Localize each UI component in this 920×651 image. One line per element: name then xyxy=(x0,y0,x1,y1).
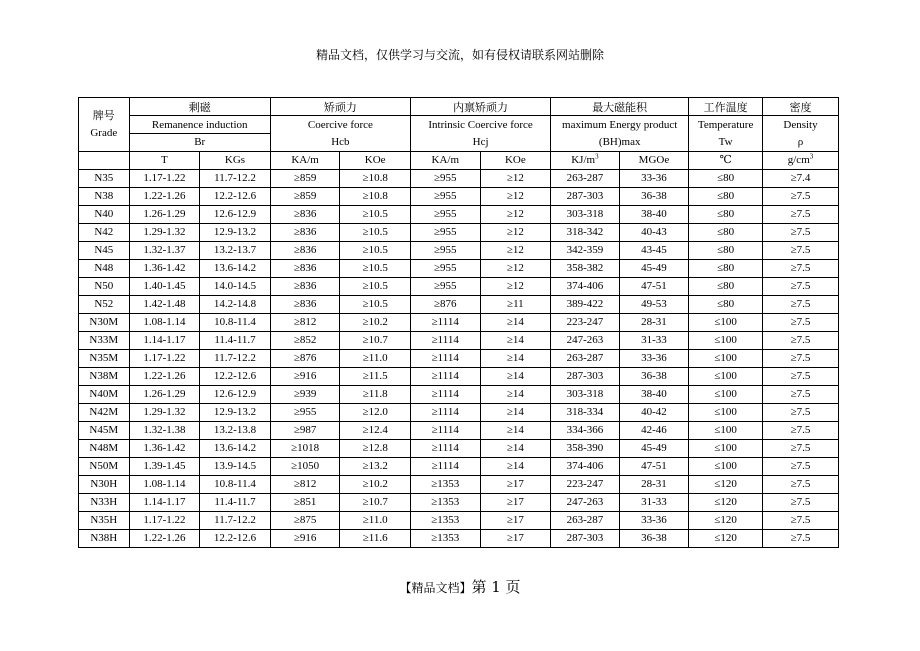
cell-bh-mgoe: 45-49 xyxy=(619,440,689,458)
cell-grade: N38 xyxy=(79,188,130,206)
cell-br-t: 1.08-1.14 xyxy=(129,314,200,332)
cell-br-kgs: 10.8-11.4 xyxy=(200,314,271,332)
unit-hcj-koe: KOe xyxy=(480,152,551,170)
cell-density: ≥7.5 xyxy=(763,206,839,224)
cell-hcj-koe: ≥14 xyxy=(480,350,551,368)
cell-grade: N48M xyxy=(79,440,130,458)
temp-header-symbol: Tw xyxy=(718,135,733,148)
cell-temp: ≤120 xyxy=(689,512,763,530)
cell-bh-mgoe: 40-43 xyxy=(619,224,689,242)
cell-temp: ≤100 xyxy=(689,350,763,368)
cell-hcb-koe: ≥11.8 xyxy=(340,386,411,404)
cell-grade: N42M xyxy=(79,404,130,422)
cell-grade: N42 xyxy=(79,224,130,242)
cell-br-kgs: 13.9-14.5 xyxy=(200,458,271,476)
cell-hcj-koe: ≥14 xyxy=(480,440,551,458)
cell-grade: N45M xyxy=(79,422,130,440)
cell-grade: N38M xyxy=(79,368,130,386)
cell-br-kgs: 12.2-12.6 xyxy=(200,530,271,548)
cell-hcb-koe: ≥10.5 xyxy=(340,242,411,260)
cell-bh-mgoe: 36-38 xyxy=(619,188,689,206)
cell-hcb-kam: ≥1018 xyxy=(270,440,340,458)
unit-bh-mgoe: MGOe xyxy=(619,152,689,170)
cell-br-kgs: 12.2-12.6 xyxy=(200,188,271,206)
cell-br-t: 1.08-1.14 xyxy=(129,476,200,494)
cell-bh-kj: 374-406 xyxy=(551,458,620,476)
cell-temp: ≤120 xyxy=(689,476,763,494)
cell-temp: ≤80 xyxy=(689,206,763,224)
cell-hcj-koe: ≥12 xyxy=(480,278,551,296)
cell-bh-kj: 287-303 xyxy=(551,530,620,548)
cell-hcj-koe: ≥12 xyxy=(480,242,551,260)
footer-tag: 【精品文档】 xyxy=(399,581,472,595)
cell-bh-mgoe: 42-46 xyxy=(619,422,689,440)
cell-grade: N45 xyxy=(79,242,130,260)
cell-bh-kj: 334-366 xyxy=(551,422,620,440)
cell-hcb-koe: ≥11.0 xyxy=(340,350,411,368)
cell-temp: ≤100 xyxy=(689,368,763,386)
table-row xyxy=(79,314,839,332)
cell-hcb-kam: ≥852 xyxy=(270,332,340,350)
unit-empty xyxy=(79,152,130,170)
table-row xyxy=(79,206,839,224)
cell-density: ≥7.5 xyxy=(763,368,839,386)
cell-bh-kj: 303-318 xyxy=(551,386,620,404)
temp-header-en-text: Temperature xyxy=(697,118,754,131)
cell-density: ≥7.5 xyxy=(763,422,839,440)
magnet-grade-table xyxy=(78,97,839,548)
cell-density: ≥7.5 xyxy=(763,386,839,404)
cell-density: ≥7.5 xyxy=(763,332,839,350)
cell-hcb-kam: ≥916 xyxy=(270,530,340,548)
hcb-header-symbol: Hcb xyxy=(331,135,350,148)
cell-hcj-koe: ≥11 xyxy=(480,296,551,314)
cell-hcj-koe: ≥12 xyxy=(480,188,551,206)
cell-hcj-kam: ≥1114 xyxy=(410,350,480,368)
cell-bh-kj: 263-287 xyxy=(551,350,620,368)
cell-bh-mgoe: 31-33 xyxy=(619,494,689,512)
cell-hcj-kam: ≥1114 xyxy=(410,368,480,386)
unit-bh-kj-base: KJ/m xyxy=(571,154,596,166)
cell-hcj-kam: ≥1114 xyxy=(410,422,480,440)
cell-grade: N48 xyxy=(79,260,130,278)
unit-density xyxy=(763,152,839,170)
cell-br-t: 1.14-1.17 xyxy=(129,494,200,512)
cell-hcb-kam: ≥939 xyxy=(270,386,340,404)
cell-hcb-kam: ≥859 xyxy=(270,170,340,188)
grade-header xyxy=(79,98,130,152)
table-row xyxy=(79,476,839,494)
cell-hcj-kam: ≥955 xyxy=(410,260,480,278)
cell-bh-mgoe: 47-51 xyxy=(619,278,689,296)
cell-bh-mgoe: 28-31 xyxy=(619,476,689,494)
cell-hcj-kam: ≥1353 xyxy=(410,530,480,548)
cell-density: ≥7.5 xyxy=(763,458,839,476)
cell-bh-kj: 223-247 xyxy=(551,476,620,494)
cell-bh-kj: 318-342 xyxy=(551,224,620,242)
cell-br-t: 1.36-1.42 xyxy=(129,440,200,458)
cell-br-t: 1.40-1.45 xyxy=(129,278,200,296)
table-row xyxy=(79,440,839,458)
cell-bh-mgoe: 28-31 xyxy=(619,314,689,332)
hcj-header-en xyxy=(410,116,550,152)
cell-bh-mgoe: 33-36 xyxy=(619,170,689,188)
cell-br-kgs: 12.6-12.9 xyxy=(200,206,271,224)
cell-hcb-koe: ≥10.5 xyxy=(340,206,411,224)
cell-hcj-kam: ≥1353 xyxy=(410,512,480,530)
hcj-header-cn: 内禀矫顽力 xyxy=(410,98,550,116)
table-row xyxy=(79,188,839,206)
cell-bh-mgoe: 36-38 xyxy=(619,530,689,548)
temp-header-cn: 工作温度 xyxy=(689,98,763,116)
cell-grade: N50M xyxy=(79,458,130,476)
cell-temp: ≤100 xyxy=(689,404,763,422)
hcb-header-cn: 矫顽力 xyxy=(270,98,410,116)
cell-bh-mgoe: 33-36 xyxy=(619,350,689,368)
cell-temp: ≤100 xyxy=(689,332,763,350)
cell-hcb-koe: ≥10.5 xyxy=(340,260,411,278)
table-row xyxy=(79,494,839,512)
grade-header-en: Grade xyxy=(90,126,118,139)
cell-hcj-kam: ≥955 xyxy=(410,170,480,188)
cell-density: ≥7.5 xyxy=(763,314,839,332)
cell-br-t: 1.39-1.45 xyxy=(129,458,200,476)
table-row xyxy=(79,422,839,440)
header-note: 精品文档，仅供学习与交流，如有侵权请联系网站删除 xyxy=(315,48,604,62)
cell-bh-mgoe: 49-53 xyxy=(619,296,689,314)
table-row xyxy=(79,386,839,404)
br-header-cn: 剩磁 xyxy=(129,98,270,116)
cell-density: ≥7.5 xyxy=(763,242,839,260)
cell-hcj-koe: ≥12 xyxy=(480,224,551,242)
table-row xyxy=(79,332,839,350)
cell-br-kgs: 11.7-12.2 xyxy=(200,350,271,368)
cell-br-t: 1.36-1.42 xyxy=(129,260,200,278)
cell-hcj-koe: ≥12 xyxy=(480,260,551,278)
cell-bh-mgoe: 36-38 xyxy=(619,368,689,386)
hcb-header-en-text: Coercive force xyxy=(307,118,373,131)
cell-bh-mgoe: 43-45 xyxy=(619,242,689,260)
cell-hcj-koe: ≥17 xyxy=(480,494,551,512)
cell-br-t: 1.22-1.26 xyxy=(129,368,200,386)
cell-hcj-kam: ≥955 xyxy=(410,224,480,242)
cell-br-kgs: 12.9-13.2 xyxy=(200,404,271,422)
br-header-symbol: Br xyxy=(129,134,270,152)
table-row xyxy=(79,530,839,548)
cell-br-t: 1.32-1.38 xyxy=(129,422,200,440)
cell-hcb-kam: ≥987 xyxy=(270,422,340,440)
cell-br-t: 1.29-1.32 xyxy=(129,404,200,422)
cell-bh-kj: 358-390 xyxy=(551,440,620,458)
cell-bh-mgoe: 40-42 xyxy=(619,404,689,422)
bh-header-en-text: maximum Energy product xyxy=(562,118,678,131)
cell-hcb-koe: ≥12.4 xyxy=(340,422,411,440)
hcj-header-en-text: Intrinsic Coercive force xyxy=(428,118,533,131)
cell-hcj-koe: ≥12 xyxy=(480,206,551,224)
cell-br-t: 1.26-1.29 xyxy=(129,386,200,404)
cell-density: ≥7.4 xyxy=(763,170,839,188)
cell-bh-kj: 247-263 xyxy=(551,494,620,512)
cell-temp: ≤80 xyxy=(689,224,763,242)
cell-temp: ≤120 xyxy=(689,530,763,548)
cell-density: ≥7.5 xyxy=(763,188,839,206)
cell-grade: N38H xyxy=(79,530,130,548)
cell-density: ≥7.5 xyxy=(763,350,839,368)
cell-br-kgs: 11.7-12.2 xyxy=(200,170,271,188)
cell-density: ≥7.5 xyxy=(763,260,839,278)
cell-hcb-kam: ≥916 xyxy=(270,368,340,386)
cell-bh-kj: 358-382 xyxy=(551,260,620,278)
cell-hcj-kam: ≥1353 xyxy=(410,476,480,494)
page-footer xyxy=(0,576,920,597)
cell-grade: N35H xyxy=(79,512,130,530)
cell-br-t: 1.22-1.26 xyxy=(129,188,200,206)
cell-br-kgs: 12.6-12.9 xyxy=(200,386,271,404)
cell-hcb-kam: ≥876 xyxy=(270,350,340,368)
cell-bh-mgoe: 47-51 xyxy=(619,458,689,476)
cell-hcj-koe: ≥14 xyxy=(480,332,551,350)
cell-temp: ≤80 xyxy=(689,278,763,296)
cell-density: ≥7.5 xyxy=(763,224,839,242)
density-header-en-text: Density xyxy=(783,118,818,131)
cell-temp: ≤80 xyxy=(689,296,763,314)
cell-grade: N50 xyxy=(79,278,130,296)
table-row xyxy=(79,458,839,476)
cell-bh-kj: 263-287 xyxy=(551,170,620,188)
cell-grade: N35 xyxy=(79,170,130,188)
cell-hcj-kam: ≥1114 xyxy=(410,314,480,332)
cell-br-kgs: 13.6-14.2 xyxy=(200,260,271,278)
table-body xyxy=(79,170,839,548)
bh-header-symbol: (BH)max xyxy=(598,135,641,148)
cell-hcb-koe: ≥10.2 xyxy=(340,314,411,332)
cell-br-kgs: 13.6-14.2 xyxy=(200,440,271,458)
cell-hcb-koe: ≥10.2 xyxy=(340,476,411,494)
cell-br-kgs: 12.9-13.2 xyxy=(200,224,271,242)
table-row xyxy=(79,224,839,242)
cell-hcj-koe: ≥12 xyxy=(480,170,551,188)
cell-bh-kj: 287-303 xyxy=(551,368,620,386)
cell-density: ≥7.5 xyxy=(763,440,839,458)
density-header-cn: 密度 xyxy=(763,98,839,116)
cell-hcj-kam: ≥1114 xyxy=(410,458,480,476)
table-row xyxy=(79,512,839,530)
cell-hcb-kam: ≥812 xyxy=(270,314,340,332)
cell-br-t: 1.32-1.37 xyxy=(129,242,200,260)
cell-density: ≥7.5 xyxy=(763,530,839,548)
table-row xyxy=(79,260,839,278)
cell-hcj-koe: ≥17 xyxy=(480,476,551,494)
cell-hcb-kam: ≥851 xyxy=(270,494,340,512)
cell-grade: N40 xyxy=(79,206,130,224)
cell-temp: ≤100 xyxy=(689,386,763,404)
unit-density-base: g/cm xyxy=(787,154,810,166)
cell-br-t: 1.17-1.22 xyxy=(129,170,200,188)
cell-hcb-kam: ≥836 xyxy=(270,296,340,314)
cell-br-t: 1.26-1.29 xyxy=(129,206,200,224)
cell-grade: N52 xyxy=(79,296,130,314)
table-row xyxy=(79,296,839,314)
cell-temp: ≤100 xyxy=(689,458,763,476)
grade-header-cn: 牌号 xyxy=(92,109,115,122)
cell-grade: N33M xyxy=(79,332,130,350)
cell-hcb-koe: ≥10.5 xyxy=(340,296,411,314)
cell-hcj-kam: ≥1353 xyxy=(410,494,480,512)
cell-br-kgs: 14.2-14.8 xyxy=(200,296,271,314)
hcb-header-en xyxy=(270,116,410,152)
cell-bh-kj: 389-422 xyxy=(551,296,620,314)
cell-hcj-kam: ≥1114 xyxy=(410,332,480,350)
cell-hcj-kam: ≥1114 xyxy=(410,386,480,404)
cell-hcj-koe: ≥14 xyxy=(480,314,551,332)
table-row xyxy=(79,368,839,386)
cell-hcb-kam: ≥836 xyxy=(270,206,340,224)
cell-hcb-kam: ≥859 xyxy=(270,188,340,206)
cell-hcb-koe: ≥12.8 xyxy=(340,440,411,458)
cell-grade: N30H xyxy=(79,476,130,494)
cell-bh-kj: 287-303 xyxy=(551,188,620,206)
hcj-header-symbol: Hcj xyxy=(472,135,489,148)
unit-hcj-kam: KA/m xyxy=(410,152,480,170)
cell-br-t: 1.22-1.26 xyxy=(129,530,200,548)
cell-bh-mgoe: 33-36 xyxy=(619,512,689,530)
cell-density: ≥7.5 xyxy=(763,278,839,296)
cell-density: ≥7.5 xyxy=(763,494,839,512)
cell-hcb-koe: ≥11.6 xyxy=(340,530,411,548)
cell-hcb-kam: ≥875 xyxy=(270,512,340,530)
density-header-en xyxy=(763,116,839,152)
cell-bh-kj: 318-334 xyxy=(551,404,620,422)
cell-bh-kj: 247-263 xyxy=(551,332,620,350)
cell-br-kgs: 13.2-13.8 xyxy=(200,422,271,440)
table-row xyxy=(79,278,839,296)
cell-temp: ≤80 xyxy=(689,188,763,206)
cell-hcb-koe: ≥12.0 xyxy=(340,404,411,422)
unit-bh-kj-sup: 3 xyxy=(595,152,599,161)
cell-br-kgs: 11.4-11.7 xyxy=(200,332,271,350)
cell-hcj-kam: ≥955 xyxy=(410,242,480,260)
cell-bh-kj: 374-406 xyxy=(551,278,620,296)
cell-hcj-kam: ≥955 xyxy=(410,188,480,206)
unit-bh-kj xyxy=(551,152,620,170)
cell-bh-kj: 263-287 xyxy=(551,512,620,530)
cell-hcj-kam: ≥955 xyxy=(410,206,480,224)
table-row xyxy=(79,170,839,188)
cell-hcb-koe: ≥13.2 xyxy=(340,458,411,476)
temp-header-en xyxy=(689,116,763,152)
cell-hcj-koe: ≥14 xyxy=(480,368,551,386)
cell-hcb-kam: ≥1050 xyxy=(270,458,340,476)
cell-temp: ≤80 xyxy=(689,260,763,278)
cell-hcb-kam: ≥955 xyxy=(270,404,340,422)
cell-hcj-kam: ≥1114 xyxy=(410,404,480,422)
cell-density: ≥7.5 xyxy=(763,476,839,494)
cell-hcb-kam: ≥836 xyxy=(270,224,340,242)
cell-hcb-kam: ≥836 xyxy=(270,242,340,260)
cell-bh-kj: 223-247 xyxy=(551,314,620,332)
unit-br-kgs: KGs xyxy=(200,152,271,170)
cell-hcb-koe: ≥10.8 xyxy=(340,170,411,188)
unit-temp: ℃ xyxy=(689,152,763,170)
cell-temp: ≤80 xyxy=(689,170,763,188)
cell-bh-mgoe: 38-40 xyxy=(619,386,689,404)
cell-hcb-koe: ≥10.7 xyxy=(340,494,411,512)
unit-density-sup: 3 xyxy=(809,152,814,161)
cell-hcb-koe: ≥10.7 xyxy=(340,332,411,350)
cell-br-t: 1.29-1.32 xyxy=(129,224,200,242)
br-header-en: Remanence induction xyxy=(129,116,270,134)
cell-br-t: 1.17-1.22 xyxy=(129,512,200,530)
bh-header-en xyxy=(551,116,689,152)
cell-temp: ≤100 xyxy=(689,440,763,458)
cell-bh-kj: 303-318 xyxy=(551,206,620,224)
cell-hcb-koe: ≥10.5 xyxy=(340,224,411,242)
cell-hcj-kam: ≥1114 xyxy=(410,440,480,458)
cell-hcj-koe: ≥14 xyxy=(480,386,551,404)
cell-hcj-kam: ≥876 xyxy=(410,296,480,314)
cell-temp: ≤80 xyxy=(689,242,763,260)
cell-hcj-koe: ≥14 xyxy=(480,422,551,440)
density-header-symbol: ρ xyxy=(797,135,804,148)
cell-grade: N40M xyxy=(79,386,130,404)
cell-hcj-koe: ≥17 xyxy=(480,512,551,530)
cell-hcb-koe: ≥10.5 xyxy=(340,278,411,296)
cell-br-kgs: 12.2-12.6 xyxy=(200,368,271,386)
cell-temp: ≤100 xyxy=(689,314,763,332)
page-number: 第 1 页 xyxy=(471,578,521,596)
cell-br-kgs: 13.2-13.7 xyxy=(200,242,271,260)
cell-br-t: 1.14-1.17 xyxy=(129,332,200,350)
cell-br-kgs: 11.4-11.7 xyxy=(200,494,271,512)
unit-hcb-koe: KOe xyxy=(340,152,411,170)
cell-br-kgs: 11.7-12.2 xyxy=(200,512,271,530)
cell-grade: N30M xyxy=(79,314,130,332)
cell-density: ≥7.5 xyxy=(763,404,839,422)
cell-hcb-koe: ≥11.0 xyxy=(340,512,411,530)
cell-hcb-kam: ≥836 xyxy=(270,278,340,296)
cell-br-t: 1.42-1.48 xyxy=(129,296,200,314)
cell-hcb-koe: ≥10.8 xyxy=(340,188,411,206)
cell-hcb-kam: ≥836 xyxy=(270,260,340,278)
cell-hcb-koe: ≥11.5 xyxy=(340,368,411,386)
cell-bh-kj: 342-359 xyxy=(551,242,620,260)
cell-density: ≥7.5 xyxy=(763,512,839,530)
unit-hcb-kam: KA/m xyxy=(270,152,340,170)
cell-temp: ≤120 xyxy=(689,494,763,512)
cell-hcb-kam: ≥812 xyxy=(270,476,340,494)
cell-grade: N33H xyxy=(79,494,130,512)
cell-bh-mgoe: 31-33 xyxy=(619,332,689,350)
table-row xyxy=(79,242,839,260)
cell-grade: N35M xyxy=(79,350,130,368)
cell-br-t: 1.17-1.22 xyxy=(129,350,200,368)
table-row xyxy=(79,404,839,422)
cell-bh-mgoe: 45-49 xyxy=(619,260,689,278)
cell-bh-mgoe: 38-40 xyxy=(619,206,689,224)
cell-hcj-koe: ≥14 xyxy=(480,458,551,476)
cell-hcj-koe: ≥17 xyxy=(480,530,551,548)
cell-density: ≥7.5 xyxy=(763,296,839,314)
table-row xyxy=(79,350,839,368)
cell-temp: ≤100 xyxy=(689,422,763,440)
bh-header-cn: 最大磁能积 xyxy=(551,98,689,116)
unit-br-t: T xyxy=(129,152,200,170)
cell-br-kgs: 14.0-14.5 xyxy=(200,278,271,296)
cell-br-kgs: 10.8-11.4 xyxy=(200,476,271,494)
cell-hcj-kam: ≥955 xyxy=(410,278,480,296)
cell-hcj-koe: ≥14 xyxy=(480,404,551,422)
